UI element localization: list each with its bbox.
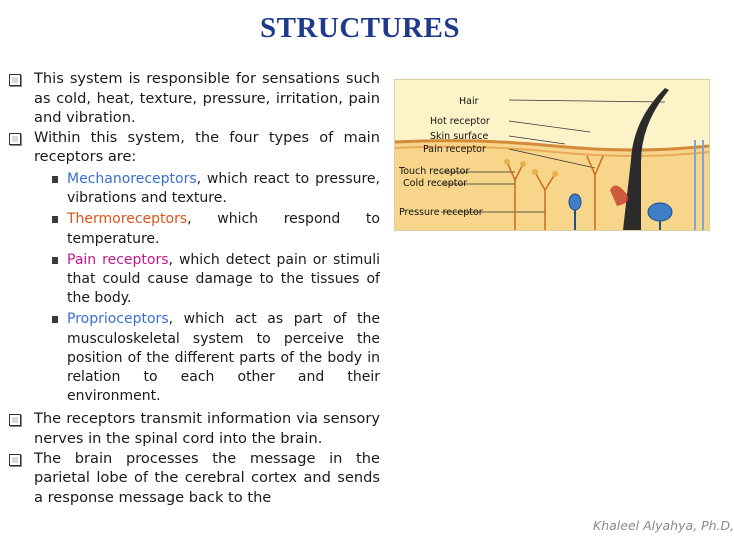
sub-bullet-item (8, 210, 380, 248)
receptor-desc: , which act as part of the musculoskeletal system to perceive the position of the different parts of the body in relation to each other and their environment. (67, 311, 380, 405)
bullet-item (8, 409, 380, 448)
sub-bullet-item (8, 310, 380, 406)
label-pain-receptor: Pain receptor (423, 144, 486, 155)
bullet-text: The receptors transmit information via sensory nerves in the spinal cord into the brain. (34, 410, 380, 447)
receptor-desc: , which react to pressure, vibrations and texture. (67, 170, 380, 207)
square-bullet-icon (52, 316, 58, 323)
bullet-item (8, 128, 380, 167)
label-pressure-receptor: Pressure receptor (399, 207, 483, 218)
bullet-text: Within this system, the four types of main receptors are: (34, 128, 380, 166)
label-hair: Hair (459, 96, 479, 107)
skin-receptors-illustration (394, 79, 710, 231)
label-hot-receptor: Hot receptor (430, 116, 490, 127)
square-bullet-icon (52, 257, 58, 264)
bullet-text: The brain processes the message in the parietal lobe of the cerebral cortex and sends a response message back to the (34, 449, 380, 506)
receptor-desc: , which detect pain or stimuli that could cause damage to the tissues of the body. (67, 251, 380, 307)
square-bullet-icon (52, 176, 58, 183)
bullet-text: This system is responsible for sensations such as cold, heat, texture, pressure, irritation, pain and vibration. (34, 70, 380, 127)
checkbox-bullet-icon (9, 133, 21, 145)
sub-bullet-item (8, 251, 380, 309)
checkbox-bullet-icon (9, 454, 21, 466)
label-skin-surface: Skin surface (430, 131, 489, 142)
receptor-desc: , which respond to temperature. (67, 211, 380, 247)
author-footer: Khaleel Alyahya, Ph.D, (593, 518, 734, 533)
sub-bullet-item (8, 170, 380, 208)
bullet-item (8, 69, 380, 128)
bullet-item (8, 449, 380, 508)
skin-diagram (395, 80, 709, 230)
receptor-term: Proprioceptors (67, 311, 169, 328)
receptor-term: Pain receptors (67, 251, 169, 268)
checkbox-bullet-icon (9, 414, 21, 426)
label-touch-receptor: Touch receptor (399, 166, 470, 177)
label-cold-receptor: Cold receptor (403, 178, 468, 189)
receptor-term: Thermoreceptors (67, 211, 188, 228)
receptor-term: Mechanoreceptors (67, 170, 197, 187)
square-bullet-icon (52, 216, 58, 223)
page-title: STRUCTURES (260, 12, 460, 44)
checkbox-bullet-icon (9, 74, 21, 86)
body-text (8, 69, 380, 507)
